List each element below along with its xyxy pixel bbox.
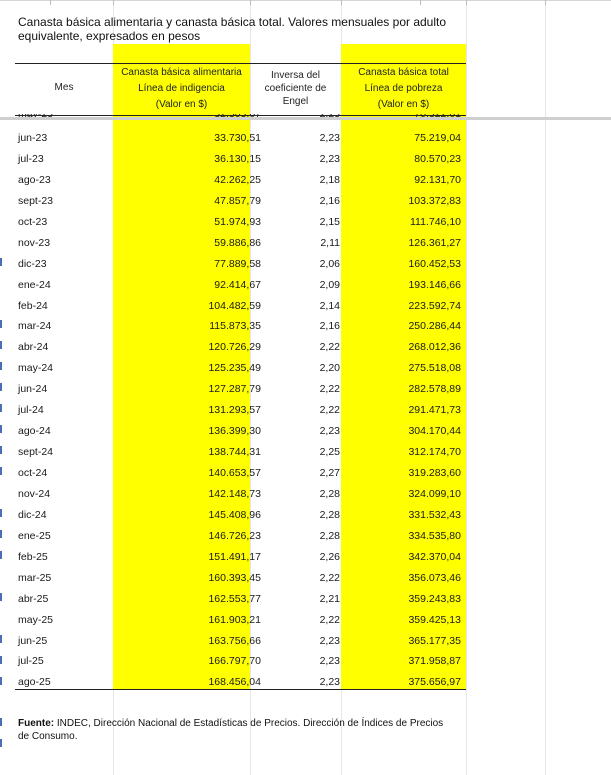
row-cba-cell[interactable]: 115.873,35 bbox=[209, 320, 261, 333]
row-mes-cell[interactable]: may-24 bbox=[18, 362, 54, 375]
table-row[interactable] bbox=[15, 443, 466, 464]
table-row[interactable] bbox=[15, 359, 466, 380]
row-marker bbox=[0, 467, 2, 475]
row-cba-cell[interactable]: 92.414,67 bbox=[214, 278, 261, 291]
header-engel-line2: coeficiente de bbox=[264, 83, 327, 94]
row-mes-cell[interactable]: mar-24 bbox=[18, 320, 52, 333]
header-cba-line3: (Valor en $) bbox=[155, 99, 208, 110]
row-engel-cell[interactable]: 2,16 bbox=[319, 194, 340, 207]
row-mes-cell[interactable]: sept-23 bbox=[18, 194, 54, 207]
row-cbt-cell[interactable]: 342.370,04 bbox=[408, 550, 461, 563]
row-engel-cell[interactable]: 2,22 bbox=[319, 571, 340, 584]
row-marker bbox=[0, 677, 2, 685]
row-engel-cell[interactable]: 2,23 bbox=[319, 152, 340, 165]
row-cba-cell[interactable]: 36.130,15 bbox=[214, 152, 261, 165]
table-row[interactable] bbox=[15, 464, 466, 485]
source-label: Fuente: bbox=[18, 718, 55, 729]
row-marker bbox=[0, 656, 2, 664]
row-engel-cell[interactable]: 2,23 bbox=[319, 634, 340, 647]
header-cbt-line1: Canasta básica total bbox=[358, 67, 449, 78]
row-engel-cell[interactable]: 2,28 bbox=[319, 529, 340, 542]
row-cbt-cell[interactable]: 312.174,70 bbox=[408, 446, 461, 459]
table-row[interactable] bbox=[15, 255, 466, 276]
row-cba-cell[interactable]: 47.857,79 bbox=[214, 194, 261, 207]
header-cbt[interactable] bbox=[341, 65, 466, 113]
row-cbt-cell[interactable]: 111.746,10 bbox=[410, 215, 461, 228]
header-engel[interactable] bbox=[250, 69, 341, 108]
table-row[interactable] bbox=[15, 401, 466, 422]
row-cbt-cell[interactable]: 223.592,74 bbox=[408, 299, 461, 312]
row-cba-cell[interactable]: 163.756,66 bbox=[208, 634, 261, 647]
row-cba-cell[interactable]: 42.262,25 bbox=[214, 173, 261, 186]
row-marker bbox=[0, 718, 2, 726]
row-engel-cell[interactable]: 2,16 bbox=[319, 320, 340, 333]
row-cba-cell[interactable]: 168.456,04 bbox=[208, 676, 261, 689]
row-marker bbox=[0, 383, 2, 391]
row-cba-cell[interactable]: 77.889,58 bbox=[214, 257, 261, 270]
table-row[interactable] bbox=[15, 527, 466, 548]
row-cba-cell[interactable]: 120.726,29 bbox=[208, 341, 261, 354]
row-cbt-cell[interactable]: 268.012,36 bbox=[408, 341, 461, 354]
row-cbt-cell[interactable]: 275.518,08 bbox=[408, 362, 461, 375]
row-engel-cell[interactable]: 2,20 bbox=[319, 362, 340, 375]
row-marker bbox=[0, 258, 2, 266]
row-cbt-cell[interactable]: 291.471,73 bbox=[408, 404, 461, 417]
row-cba-cell[interactable]: 161.903,21 bbox=[208, 613, 261, 626]
row-mes-cell[interactable]: ene-25 bbox=[18, 529, 51, 542]
header-engel-line3: Engel bbox=[282, 96, 309, 107]
row-cbt-cell[interactable]: 282.578,89 bbox=[408, 383, 461, 396]
row-engel-cell[interactable]: 2,23 bbox=[319, 425, 340, 438]
table-row[interactable] bbox=[15, 611, 466, 632]
row-cba-cell[interactable]: 145.408,96 bbox=[208, 508, 261, 521]
row-mes-cell[interactable]: ene-24 bbox=[18, 278, 51, 291]
header-cbt-line2: Línea de pobreza bbox=[364, 83, 443, 94]
table-row[interactable] bbox=[15, 569, 466, 590]
row-cbt-cell[interactable]: 75.219,04 bbox=[414, 132, 461, 144]
row-cba-cell[interactable]: 104.482,59 bbox=[208, 299, 261, 312]
row-mes-cell[interactable]: jul-23 bbox=[18, 152, 44, 165]
table-body bbox=[15, 129, 466, 694]
row-mes-cell[interactable]: ago-25 bbox=[18, 676, 51, 689]
row-cba-cell[interactable]: 140.653,57 bbox=[208, 467, 261, 479]
row-cbt-cell[interactable]: 304.170,44 bbox=[408, 425, 461, 438]
table-row[interactable] bbox=[15, 590, 466, 611]
row-cba-cell[interactable]: 131.293,57 bbox=[208, 404, 261, 417]
row-cba-cell[interactable]: 127.287,79 bbox=[208, 383, 261, 396]
table-row[interactable] bbox=[15, 652, 466, 673]
row-cbt-cell[interactable]: 80.570,23 bbox=[414, 152, 461, 165]
row-mes-cell[interactable]: abr-25 bbox=[18, 592, 49, 605]
row-cba-cell[interactable]: 59.886,86 bbox=[214, 236, 261, 249]
row-cbt-cell[interactable]: 250.286,44 bbox=[408, 320, 461, 333]
row-engel-cell[interactable]: 2,28 bbox=[319, 508, 340, 521]
row-engel-cell[interactable]: 2,14 bbox=[319, 299, 340, 312]
row-engel-cell[interactable]: 2,23 bbox=[319, 655, 340, 668]
table-row[interactable] bbox=[15, 632, 466, 653]
row-cbt-cell[interactable]: 365.177,35 bbox=[408, 634, 461, 647]
grid-top-line bbox=[0, 0, 611, 1]
row-marker bbox=[0, 362, 2, 370]
table-row[interactable] bbox=[15, 380, 466, 401]
header-engel-line1: Inversa del bbox=[271, 70, 320, 81]
row-cba-cell[interactable]: 160.393,45 bbox=[208, 571, 261, 584]
header-top-rule bbox=[15, 63, 466, 64]
row-cbt-cell[interactable]: 334.535,80 bbox=[408, 529, 461, 542]
header-mes[interactable]: Mes bbox=[54, 82, 74, 93]
row-mes-cell[interactable]: feb-24 bbox=[18, 299, 48, 312]
table-row[interactable] bbox=[15, 338, 466, 359]
source-note[interactable] bbox=[18, 717, 448, 743]
row-mes-cell[interactable]: may-25 bbox=[18, 613, 54, 626]
row-cba-cell[interactable]: 146.726,23 bbox=[208, 529, 261, 542]
row-cba-cell[interactable]: 125.235,49 bbox=[208, 362, 261, 375]
row-cbt-cell[interactable]: 371.958,87 bbox=[408, 655, 461, 668]
row-mes-cell[interactable]: nov-23 bbox=[18, 236, 51, 249]
header-cba-line1: Canasta básica alimentaria bbox=[121, 67, 242, 78]
row-cbt-cell[interactable]: 92.131,70 bbox=[414, 173, 461, 186]
row-mes-cell[interactable]: oct-23 bbox=[18, 215, 48, 228]
row-mes-cell[interactable]: dic-23 bbox=[18, 257, 47, 270]
table-row[interactable] bbox=[15, 297, 466, 318]
row-cba-cell[interactable]: 166.797,70 bbox=[208, 655, 261, 668]
row-marker bbox=[0, 635, 2, 643]
row-mes-cell[interactable]: sept-24 bbox=[18, 446, 54, 459]
row-marker bbox=[0, 341, 2, 349]
row-engel-cell[interactable]: 2,22 bbox=[319, 404, 340, 417]
row-cba-cell[interactable]: 138.744,31 bbox=[208, 446, 261, 459]
row-cba-cell[interactable]: 162.553,77 bbox=[208, 592, 261, 605]
row-marker bbox=[0, 509, 2, 517]
row-engel-cell[interactable]: 2,18 bbox=[319, 173, 340, 186]
row-mes-cell[interactable]: mar-25 bbox=[18, 571, 52, 584]
row-cba-cell[interactable]: 51.974,93 bbox=[214, 215, 261, 228]
header-cbt-line3: (Valor en $) bbox=[377, 99, 430, 110]
header-cba[interactable] bbox=[113, 65, 250, 113]
row-cbt-cell[interactable]: 319.283,60 bbox=[408, 467, 461, 479]
row-cba-cell[interactable]: 33.730,51 bbox=[214, 132, 261, 144]
table-row[interactable] bbox=[15, 171, 466, 192]
row-cbt-cell[interactable]: 193.146,66 bbox=[408, 278, 461, 291]
table-bottom-rule bbox=[15, 689, 466, 690]
row-marker bbox=[0, 739, 2, 747]
row-engel-cell[interactable]: 2,06 bbox=[319, 257, 340, 270]
row-mes-cell[interactable]: ago-23 bbox=[18, 173, 51, 186]
table-row[interactable] bbox=[15, 673, 466, 694]
table-row[interactable] bbox=[15, 213, 466, 234]
row-marker bbox=[0, 593, 2, 601]
row-mes-cell[interactable]: dic-24 bbox=[18, 508, 47, 521]
table-row[interactable] bbox=[15, 506, 466, 527]
row-engel-cell[interactable]: 2,09 bbox=[319, 278, 340, 291]
source-text: INDEC, Dirección Nacional de Estadísticas de Precios. Dirección de Índices de Precios de Consumo. bbox=[18, 718, 444, 742]
row-engel-cell[interactable]: 2,25 bbox=[319, 446, 340, 459]
row-cbt-cell[interactable]: 160.452,53 bbox=[408, 257, 461, 270]
row-mes-cell[interactable]: nov-24 bbox=[18, 487, 51, 500]
row-engel-cell[interactable]: 2,23 bbox=[319, 676, 340, 689]
row-marker bbox=[0, 404, 2, 412]
row-cbt-cell[interactable]: 359.243,83 bbox=[408, 592, 461, 605]
header-cba-line2: Línea de indigencia bbox=[138, 83, 225, 94]
row-engel-cell[interactable]: 2,22 bbox=[319, 383, 340, 396]
row-cbt-cell[interactable]: 356.073,46 bbox=[408, 571, 461, 584]
row-mes-cell[interactable]: feb-25 bbox=[18, 550, 48, 563]
row-marker bbox=[0, 551, 2, 559]
row-engel-cell[interactable]: 2,11 bbox=[320, 236, 340, 249]
row-marker bbox=[0, 530, 2, 538]
row-mes-cell[interactable]: jul-25 bbox=[18, 655, 44, 668]
table-row[interactable] bbox=[15, 422, 466, 443]
row-cba-cell[interactable]: 151.491,17 bbox=[208, 550, 261, 563]
row-cba-cell[interactable]: 136.399,30 bbox=[208, 425, 261, 438]
row-engel-cell[interactable]: 2,28 bbox=[319, 487, 340, 500]
row-marker bbox=[0, 320, 2, 328]
row-engel-cell[interactable]: 2,22 bbox=[319, 341, 340, 354]
table-row[interactable] bbox=[15, 150, 466, 171]
row-cba-cell[interactable]: 142.148,73 bbox=[208, 487, 261, 500]
row-marker bbox=[0, 425, 2, 433]
row-mes-cell[interactable]: jun-23 bbox=[18, 132, 48, 144]
row-engel-cell[interactable]: 2,22 bbox=[319, 613, 340, 626]
row-engel-cell[interactable]: 2,21 bbox=[319, 592, 340, 605]
row-mes-cell[interactable]: jun-25 bbox=[18, 634, 48, 647]
table-row[interactable] bbox=[15, 192, 466, 213]
row-engel-cell[interactable]: 2,27 bbox=[319, 467, 340, 479]
row-mes-cell[interactable]: jun-24 bbox=[18, 383, 48, 396]
row-cbt-cell[interactable]: 331.532,43 bbox=[408, 508, 461, 521]
table-row[interactable] bbox=[15, 129, 466, 150]
table-row[interactable] bbox=[15, 317, 466, 338]
row-cbt-cell[interactable]: 324.099,10 bbox=[408, 487, 461, 500]
table-title[interactable]: Canasta básica alimentaria y canasta básica total. Valores mensuales por adulto equivalente, expresados en pesos bbox=[18, 15, 447, 43]
header-bottom-rule bbox=[15, 115, 466, 116]
table-row[interactable] bbox=[15, 234, 466, 255]
table-row[interactable] bbox=[15, 485, 466, 506]
row-cbt-cell[interactable]: 359.425,13 bbox=[408, 613, 461, 626]
row-engel-cell[interactable]: 2,23 bbox=[319, 132, 340, 144]
row-mes-cell[interactable]: ago-24 bbox=[18, 425, 51, 438]
table-row[interactable] bbox=[15, 548, 466, 569]
row-engel-cell[interactable]: 2,26 bbox=[319, 550, 340, 563]
table-row[interactable] bbox=[15, 276, 466, 297]
row-mes-cell[interactable]: oct-24 bbox=[18, 467, 48, 479]
frozen-pane-divider[interactable] bbox=[0, 117, 611, 120]
row-engel-cell[interactable]: 2,15 bbox=[319, 215, 340, 228]
row-marker bbox=[0, 446, 2, 454]
row-mes-cell[interactable]: jul-24 bbox=[18, 404, 44, 417]
row-cbt-cell[interactable]: 375.656,97 bbox=[408, 676, 461, 689]
row-cbt-cell[interactable]: 126.361,27 bbox=[408, 236, 461, 249]
row-cbt-cell[interactable]: 103.372,83 bbox=[408, 194, 461, 207]
row-mes-cell[interactable]: abr-24 bbox=[18, 341, 49, 354]
